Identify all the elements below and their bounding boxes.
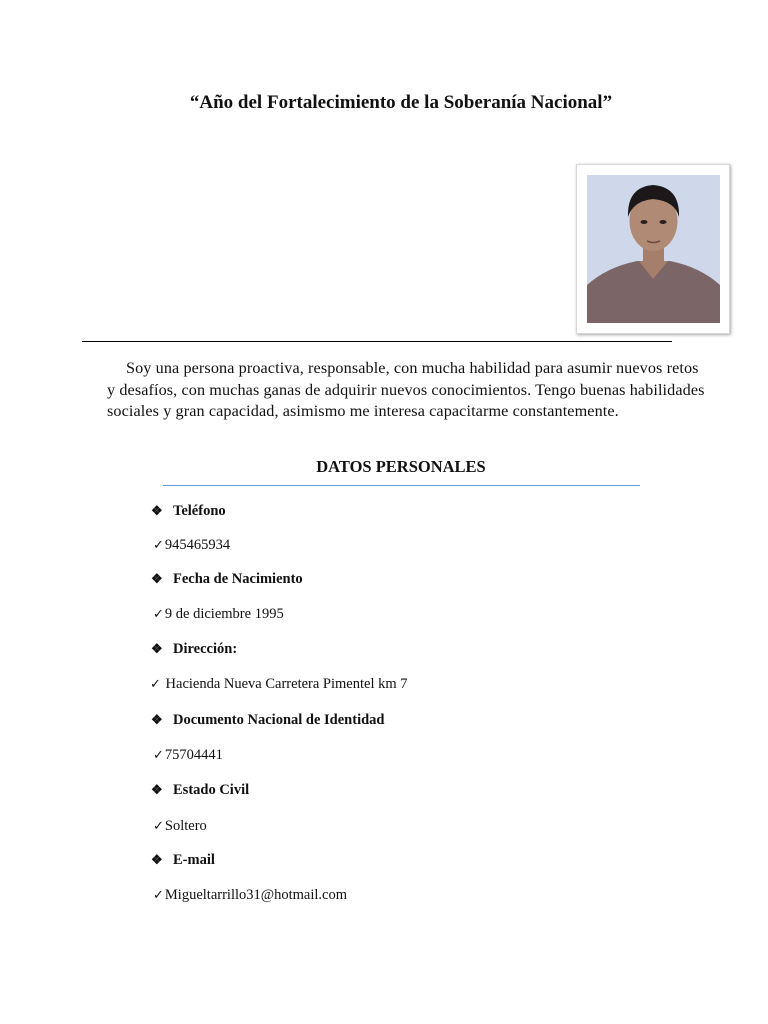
check-icon: ✓ (153, 818, 164, 833)
check-icon: ✓ (153, 537, 164, 552)
address-value: ✓ Hacienda Nueva Carretera Pimentel km 7 (150, 676, 408, 692)
diamond-bullet-icon: ❖ (151, 503, 163, 518)
diamond-bullet-icon: ❖ (151, 712, 163, 727)
check-icon: ✓ (153, 606, 164, 621)
diamond-bullet-icon: ❖ (151, 782, 163, 797)
diamond-bullet-icon: ❖ (151, 571, 163, 586)
top-divider (82, 341, 672, 342)
diamond-bullet-icon: ❖ (151, 852, 163, 867)
birth-label: ❖ Fecha de Nacimiento (151, 571, 303, 587)
email-value: ✓Migueltarrillo31@hotmail.com (153, 887, 347, 903)
civil-status-label: ❖ Estado Civil (151, 782, 250, 798)
dni-value: ✓75704441 (153, 747, 223, 763)
birth-value: ✓9 de diciembre 1995 (153, 606, 284, 622)
address-label: ❖ Dirección: (151, 641, 238, 657)
dni-label: ❖ Documento Nacional de Identidad (151, 712, 385, 728)
check-icon: ✓ (150, 676, 161, 691)
phone-value: ✓945465934 (153, 537, 231, 553)
section-title: DATOS PERSONALES (316, 457, 486, 476)
year-motto: “Año del Fortalecimiento de la Soberanía Nacional” (189, 92, 613, 113)
check-icon: ✓ (153, 747, 164, 762)
email-label: ❖ E-mail (151, 852, 215, 868)
section-divider (163, 485, 640, 486)
civil-status-value: ✓Soltero (153, 818, 207, 834)
check-icon: ✓ (153, 887, 164, 902)
profile-photo (587, 175, 720, 323)
diamond-bullet-icon: ❖ (151, 641, 163, 656)
photo-frame (576, 164, 730, 334)
phone-label: ❖ Teléfono (151, 503, 226, 519)
profile-summary: Soy una persona proactiva, responsable, con mucha habilidad para asumir nuevos retos y desafíos, con muchas ganas de adquirir nuevos conocimientos. Tengo buenas habilidades sociales y gran capacidad, asimismo me interesa capacitarme constantemente. (107, 359, 705, 420)
